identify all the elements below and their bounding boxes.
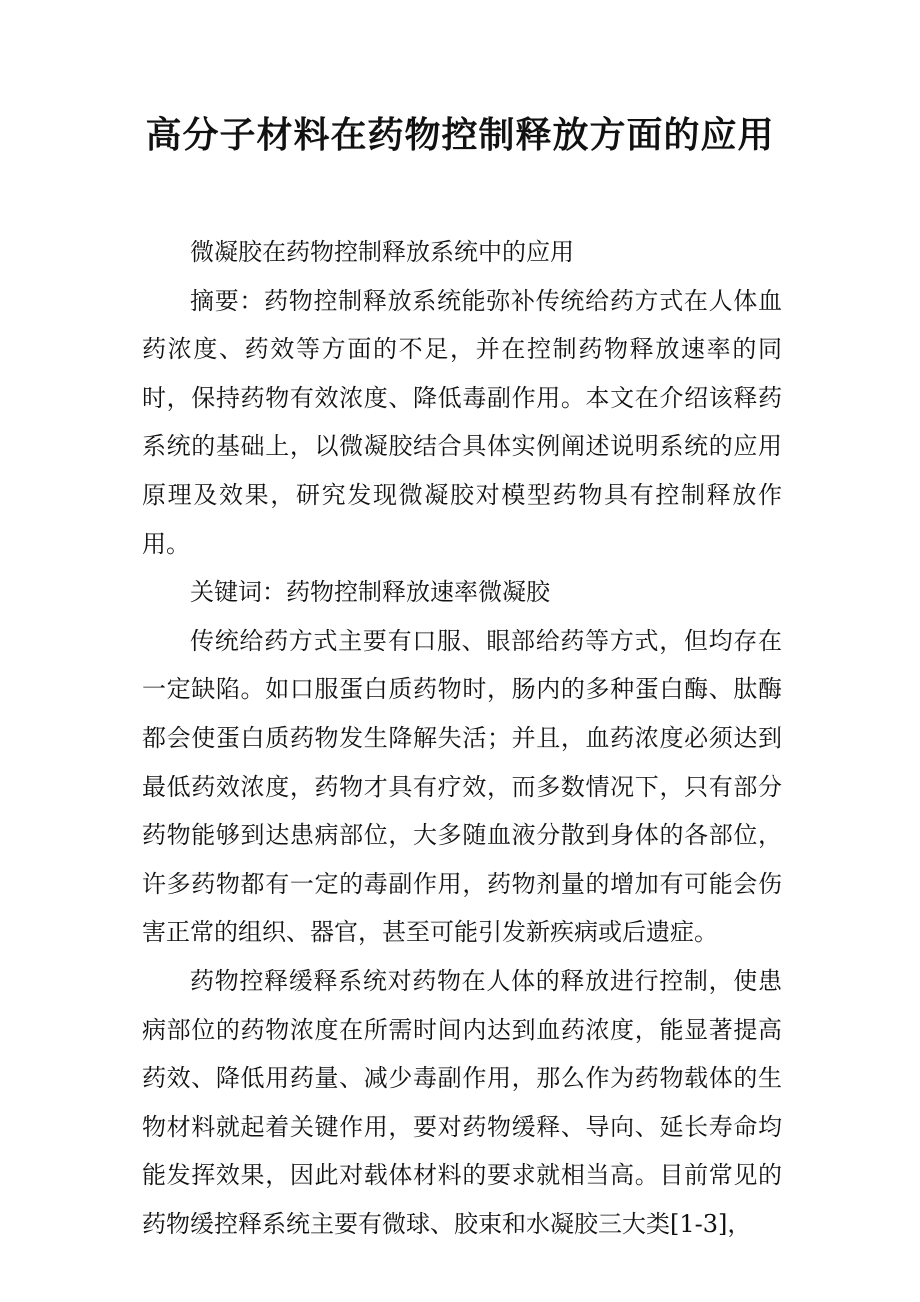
section-subtitle: 微凝胶在药物控制释放系统中的应用 <box>190 238 574 266</box>
keywords-line: 关键词：药物控制释放速率微凝胶 <box>190 578 550 607</box>
document-body <box>142 228 782 1248</box>
abstract-paragraph: 摘要：药物控制释放系统能弥补传统给药方式在人体血药浓度、药效等方面的不足，并在控制药物释放速率的同时，保持药物有效浓度、降低毒副作用。本文在介绍该释药系统的基础上，以微凝胶结合具体实例阐述说明系统的应用原理及效果，研究发现微凝胶对模型药物具有控制释放作用。 <box>142 286 782 558</box>
body-paragraph: 传统给药方式主要有口服、眼部给药等方式，但均存在一定缺陷。如口服蛋白质药物时，肠内的多种蛋白酶、肽酶都会使蛋白质药物发生降解失活；并且，血药浓度必须达到最低药效浓度，药物才具有疗效，而多数情况下，只有部分药物能够到达患病部位，大多随血液分散到身体的各部位，许多药物都有一定的毒副作用，药物剂量的增加有可能会伤害正常的组织、器官，甚至可能引发新疾病或后遗症。 <box>142 626 782 947</box>
body-paragraph: 药物控释缓释系统对药物在人体的释放进行控制，使患病部位的药物浓度在所需时间内达到血药浓度，能显著提高药效、降低用药量、减少毒副作用，那么作为药物载体的生物材料就起着关键作用，要对药物缓释、导向、延长寿命均能发挥效果，因此对载体材料的要求就相当高。目前常见的药物缓控释系统主要有微球、胶束和水凝胶三大类[1-3]， <box>142 966 782 1238</box>
document-title: 高分子材料在药物控制释放方面的应用 <box>145 114 775 156</box>
